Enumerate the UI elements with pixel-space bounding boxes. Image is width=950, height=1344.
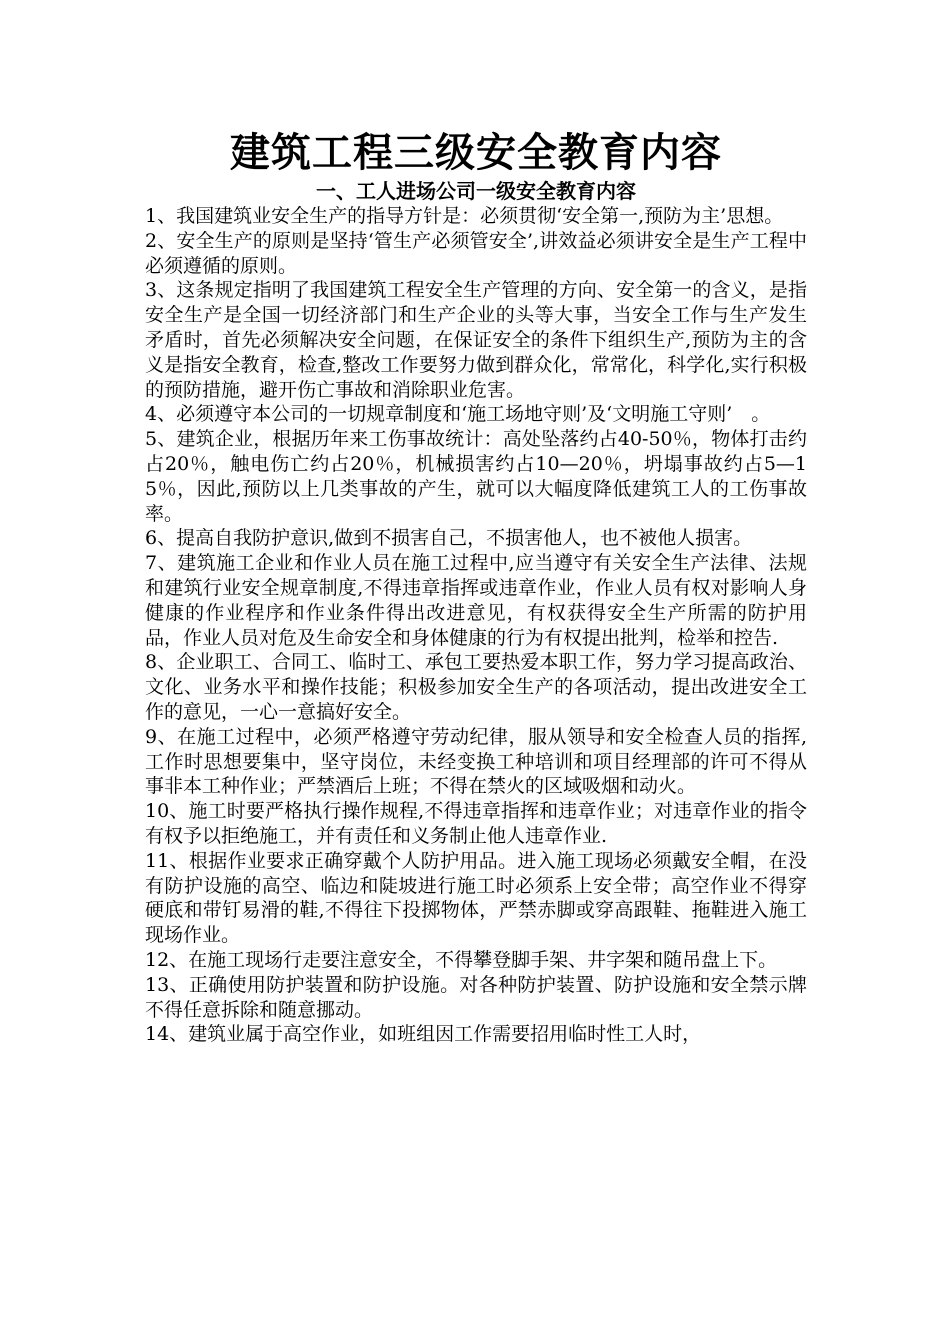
paragraph-list (145, 204, 807, 1047)
paragraph-5: 5、建筑企业，根据历年来工伤事故统计：高处坠落约占40-50％，物体打击约占20％，触电伤亡约占20％，机械损害约占10—20％，坍塌事故约占5—15％，因此,预防以上几类事故的产生，就可以大幅度降低建筑工人的工伤事故率。 (145, 428, 807, 525)
paragraph-6: 6、提高自我防护意识,做到不损害自己，不损害他人，也不被他人损害。 (145, 527, 753, 550)
document-title: 建筑工程三级安全教育内容 (230, 129, 722, 176)
paragraph-13: 13、正确使用防护装置和防护设施。对各种防护装置、防护设施和安全禁示牌不得任意拆除和随意挪动。 (145, 973, 807, 1021)
paragraph-7: 7、建筑施工企业和作业人员在施工过程中,应当遵守有关安全生产法律、法规和建筑行业安全规章制度,不得违章指挥或违章作业，作业人员有权对影响人身健康的作业程序和作业条件得出改进意见，有权获得安全生产所需的防护用品，作业人员对危及生命安全和身体健康的行为有权提出批判，检举和控告. (145, 552, 807, 649)
paragraph-8: 8、企业职工、合同工、临时工、承包工要热爱本职工作，努力学习提高政治、文化、业务水平和操作技能；积极参加安全生产的各项活动，提出改进安全工作的意见，一心一意搞好安全。 (145, 651, 807, 723)
paragraph-9: 9、在施工过程中，必须严格遵守劳动纪律，服从领导和安全检查人员的指挥,工作时思想要集中，坚守岗位，未经变换工种培训和项目经理部的许可不得从事非本工种作业；严禁酒后上班；不得在禁火的区域吸烟和动火。 (145, 725, 807, 798)
paragraph-12: 12、在施工现场行走要注意安全，不得攀登脚手架、井字架和随吊盘上下。 (145, 948, 778, 971)
paragraph-2: 2、安全生产的原则是坚持‘管生产必须管安全’,讲效益必须讲安全是生产工程中必须遵循的原则。 (145, 229, 807, 277)
paragraph-1: 1、我国建筑业安全生产的指导方针是：必须贯彻‘安全第一,预防为主’思想。 (145, 205, 784, 227)
paragraph-11: 11、根据作业要求正确穿戴个人防护用品。进入施工现场必须戴安全帽，在没有防护设施的高空、临边和陡坡进行施工时必须系上安全带；高空作业不得穿硬底和带钉易滑的鞋,不得往下投掷物体，严禁赤脚或穿高跟鞋、拖鞋进入施工现场作业。 (145, 849, 807, 947)
paragraph-10: 10、施工时要严格执行操作规程,不得违章指挥和违章作业；对违章作业的指令有权予以拒绝施工，并有责任和义务制止他人违章作业. (145, 800, 807, 847)
document-page (145, 128, 807, 1047)
paragraph-4: 4、必须遵守本公司的一切规章制度和‘施工场地守则’及‘文明施工守则’ 。 (145, 403, 771, 426)
paragraph-3: 3、这条规定指明了我国建筑工程安全生产管理的方向、安全第一的含义，是指安全生产是全国一切经济部门和生产企业的头等大事，当安全工作与生产发生矛盾时，首先必须解决安全问题，在保证安全的条件下组织生产,预防为主的含义是指安全教育，检查,整改工作要努力做到群众化，常常化，科学化,实行积极的预防措施，避开伤亡事故和消除职业危害。 (145, 279, 807, 401)
section-heading: 一、工人进场公司一级安全教育内容 (316, 179, 636, 203)
paragraph-14: 14、建筑业属于高空作业，如班组因工作需要招用临时性工人时， (145, 1023, 702, 1046)
